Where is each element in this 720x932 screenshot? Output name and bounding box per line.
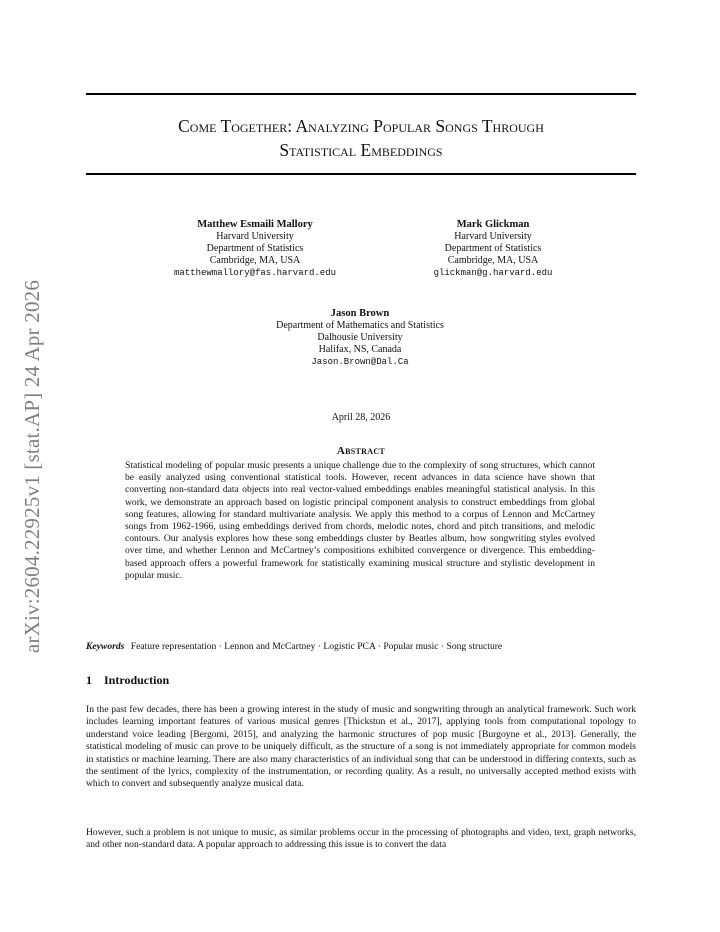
paper-title bbox=[86, 114, 636, 162]
section-number: 1 bbox=[86, 673, 92, 687]
keywords-label: Keywords bbox=[86, 641, 125, 652]
arxiv-identifier bbox=[10, 256, 56, 676]
author-affiliation: Harvard University bbox=[454, 231, 532, 242]
paper-title-line-2: Statistical Embeddings bbox=[279, 140, 443, 160]
author-name: Jason Brown bbox=[330, 308, 390, 319]
body-paragraph: However, such a problem is not unique to music, as similar problems occur in the processing of photographs and video, text, graph networks, and other non-standard data. A popular approach to addressing this issue is to convert the data bbox=[86, 827, 636, 851]
section-title: Introduction bbox=[104, 673, 170, 687]
author-name: Matthew Esmaili Mallory bbox=[197, 219, 313, 230]
author-department: Department of Statistics bbox=[206, 243, 304, 254]
author-department: Department of Mathematics and Statistics bbox=[276, 320, 444, 331]
section-heading-introduction bbox=[86, 673, 169, 688]
author-block-brown bbox=[210, 308, 510, 368]
author-affiliation: Dalhousie University bbox=[317, 332, 403, 343]
abstract-text: Statistical modeling of popular music presents a unique challenge due to the complexity of song structures, which cannot be easily analyzed using conventional statistical tools. However, recent advances in data science have shown that converting non-standard data objects into real vector-valued embeddings enables meaningful statistical analysis. In this work, we demonstrate an approach based on logistic principal component analysis to construct embeddings from global song features, allowing for standard multivariate analysis. We apply this method to a corpus of Lennon and McCartney songs from 1962-1966, using embeddings derived from chords, melodic notes, chord and pitch transitions, and melodic contours. Our analysis explores how these song embeddings cluster by Beatles album, how songwriting styles evolved over time, and whether Lennon and McCartney’s compositions exhibited convergence or divergence. This embedding-based approach offers a powerful framework for statistically examining musical structure and stylistic development in popular music. bbox=[125, 460, 595, 581]
author-department: Department of Statistics bbox=[444, 243, 542, 254]
paper-title-line-1: Come Together: Analyzing Popular Songs Through bbox=[178, 116, 544, 136]
author-name: Mark Glickman bbox=[456, 219, 530, 230]
author-location: Cambridge, MA, USA bbox=[209, 255, 301, 266]
title-top-rule bbox=[86, 93, 636, 95]
arxiv-identifier-text: arXiv:2604.22925v1 [stat.AP] 24 Apr 2026 bbox=[20, 279, 45, 653]
keywords-list: Feature representation · Lennon and McCartney · Logistic PCA · Popular music · Song structure bbox=[130, 641, 503, 652]
keywords-line bbox=[86, 641, 646, 653]
paper-date: April 28, 2026 bbox=[331, 412, 391, 423]
author-email[interactable]: glickman@g.harvard.edu bbox=[433, 268, 553, 278]
author-block-mallory bbox=[150, 219, 360, 279]
author-email[interactable]: matthewmallory@fas.harvard.edu bbox=[173, 268, 337, 278]
title-bottom-rule bbox=[86, 173, 636, 175]
author-affiliation: Harvard University bbox=[216, 231, 294, 242]
abstract-heading: Abstract bbox=[336, 445, 386, 457]
author-location: Cambridge, MA, USA bbox=[447, 255, 539, 266]
author-location: Halifax, NS, Canada bbox=[318, 344, 402, 355]
author-email[interactable]: Jason.Brown@Dal.Ca bbox=[311, 357, 409, 367]
body-paragraph: In the past few decades, there has been a growing interest in the study of music and songwriting through an analytical framework. Such work includes learning important features of various musical genres [Thickstun et al., 2017], applying tools from computational topology to understand voice leading [Bergomi, 2015], and analyzing the harmonic structures of pop music [Burgoyne et al., 2013]. Generally, the statistical modeling of music can prove to be uniquely difficult, as the structure of a song is not immediately appropriate for common models in statistics or machine learning. There are also many characteristics of an individual song that can be understood in differing contexts, such as the sentiment of the lyrics, complexity of the instrumentation, or recording quality. As a result, no universally accepted method exists with which to convert and subsequently analyze musical data. bbox=[86, 704, 636, 790]
author-block-glickman bbox=[388, 219, 598, 279]
